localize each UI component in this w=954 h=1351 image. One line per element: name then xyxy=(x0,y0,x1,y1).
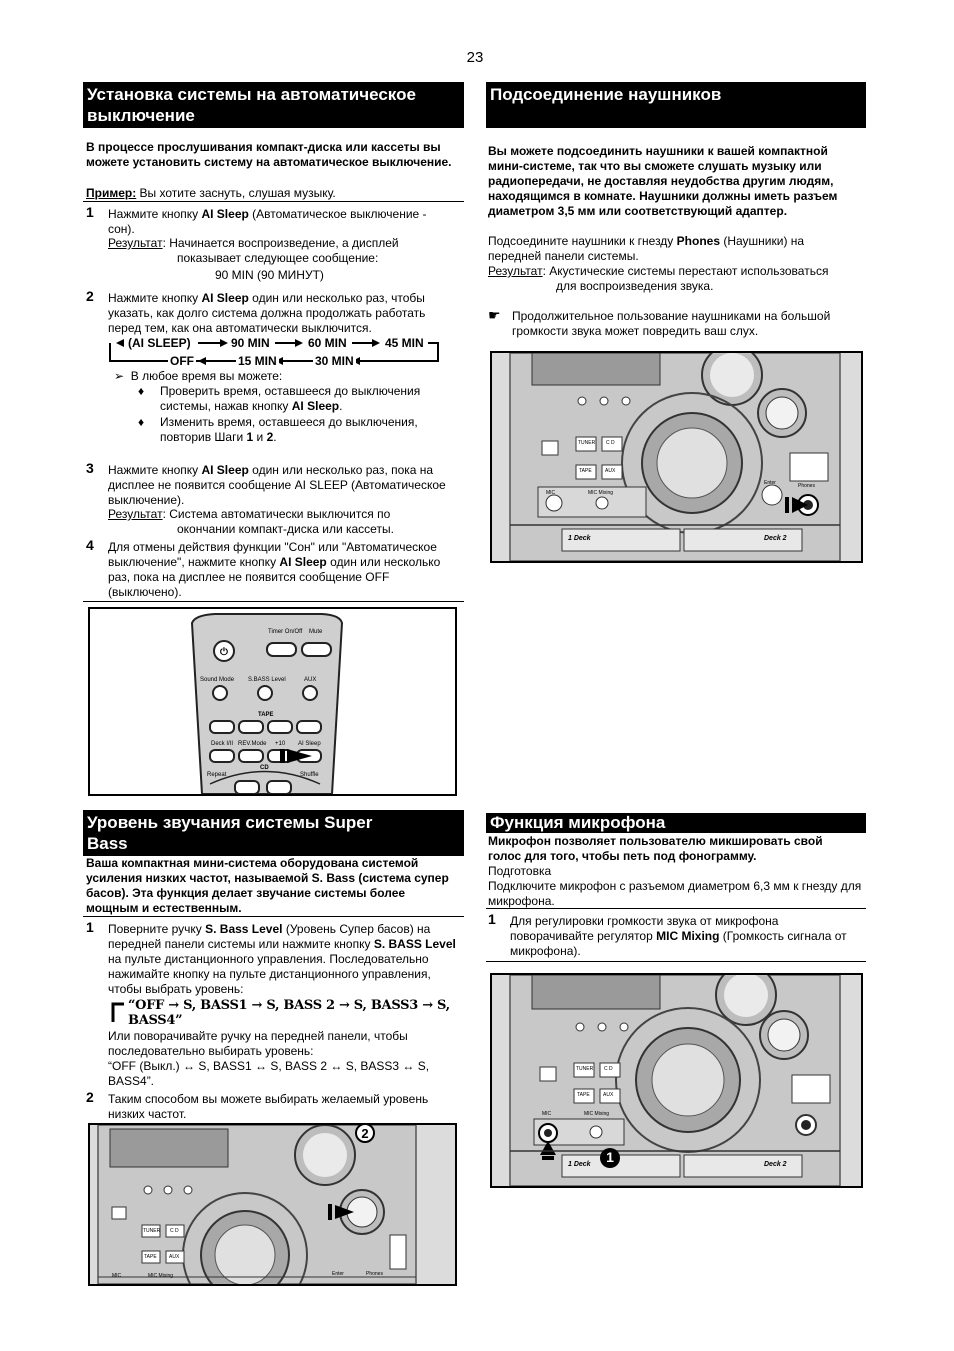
step-number: 2 xyxy=(86,288,94,304)
panel-label-deck2: Deck 2 xyxy=(764,535,787,542)
arrowhead-icon: ➢ xyxy=(114,369,125,383)
note-intro: ➢ В любое время вы можете: xyxy=(114,369,283,383)
section-heading-sbass: Уровень звучания системы Super Bass xyxy=(83,810,464,856)
panel-label-tape: TAPE xyxy=(577,1092,590,1098)
panel-label-deck2: Deck 2 xyxy=(764,1161,787,1168)
front-panel-photo-sbass xyxy=(88,1123,457,1286)
seq-30-min: 30 MIN xyxy=(315,354,354,368)
step3-text: Нажмите кнопку AI Sleep один или несколько раз, пока на дисплее не появится сообщение AI SLEEP (Автоматическое выключение). xyxy=(108,463,446,507)
mic-prep-label: Подготовка xyxy=(488,864,552,878)
panel-drawing xyxy=(90,1125,455,1284)
divider xyxy=(83,201,464,202)
panel-label-mic-mixing: MIC Mixing xyxy=(148,1273,174,1279)
remote-label-cd: CD xyxy=(260,765,269,771)
svg-text:⏻: ⏻ xyxy=(220,647,228,658)
remote-label-timer: Timer On/Off xyxy=(268,629,303,635)
panel-label-aux: AUX xyxy=(169,1254,180,1260)
front-panel-photo-mic xyxy=(490,973,863,1188)
sbass-step1-levels: “OFF (Выкл.) ↔ S, BASS1 ↔ S, BASS 2 ↔ S, BASS3 ↔ S, BASS4”. xyxy=(108,1059,430,1088)
phones-intro: Вы можете подсоединить наушники к вашей компактной мини-системе, так что вы сможете слушать музыку или радиопередачи, не доставляя неудобства другим людям, находящимся в комнате. Наушники должны иметь разъем диаметром 3,5 мм или соответствующий адаптер. xyxy=(488,144,838,218)
seq-60-min: 60 MIN xyxy=(308,336,347,350)
sbass-sequence-bracket xyxy=(110,1002,126,1024)
panel-drawing xyxy=(492,353,861,561)
panel-label-mic: MIC xyxy=(112,1273,122,1279)
step2-text: Нажмите кнопку AI Sleep один или несколько раз, чтобы указать, как долго система должна продолжать работать перед тем, как она автоматически выключится. xyxy=(108,291,426,335)
panel-label-enter: Enter xyxy=(764,480,776,486)
phones-result-cont: для воспроизведения звука. xyxy=(556,279,714,293)
panel-label-tuner: TUNER xyxy=(578,440,596,446)
panel-label-cd: C D xyxy=(604,1066,613,1072)
mic-step1-text: Для регулировки громкости звука от микрофона поворачивайте регулятор MIC Mixing (Громкость сигнала от микрофона). xyxy=(510,914,847,958)
remote-label-deck: Deck I/II xyxy=(211,741,234,747)
bullet-change: ♦ Изменить время, оставшееся до выключения, повторив Шаги 1 и 2. xyxy=(138,415,418,444)
step-number: 2 xyxy=(86,1089,94,1105)
panel-label-tuner: TUNER xyxy=(143,1228,161,1234)
phones-connect: Подсоедините наушники к гнезду Phones (Наушники) на передней панели системы. xyxy=(488,234,805,263)
step1-result-cont: показывает следующее сообщение: xyxy=(177,251,379,265)
callout-number: 1 xyxy=(606,1149,614,1165)
front-panel-photo-phones xyxy=(490,351,863,563)
seq-ai-sleep: (AI SLEEP) xyxy=(128,336,191,350)
mic-prep-text: Подключите микрофон с разъемом диаметром 6,3 мм к гнезду для микрофона. xyxy=(488,879,862,908)
remote-control-illustration xyxy=(88,607,457,796)
step-number: 1 xyxy=(488,911,496,927)
panel-label-tuner: TUNER xyxy=(576,1066,594,1072)
sbass-step1-alt: Или поворачивайте ручку на передней панели, чтобы последовательно выбирать уровень: xyxy=(108,1029,408,1058)
sbass-step1-text: Поверните ручку S. Bass Level (Уровень Супер басов) на передней панели системы или нажмите кнопку S. BASS Level на пульте дистанционного управления. Последовательно нажимайте кнопку на пульте дистанционного управления, чтобы выбрать уровень: xyxy=(108,922,456,996)
bullet-check: ♦ Проверить время, оставшееся до выключения системы, нажав кнопку AI Sleep. xyxy=(138,384,421,413)
remote-label-aux: AUX xyxy=(304,677,317,683)
seq-45-min: 45 MIN xyxy=(385,336,424,350)
display-message: 90 MIN (90 МИНУТ) xyxy=(215,268,324,282)
panel-label-cd: C D xyxy=(170,1228,179,1234)
panel-label-mic: MIC xyxy=(542,1111,552,1117)
phones-warning: Продолжительное пользование наушниками на большой громкости звука может повредить ваш слух. xyxy=(512,309,831,338)
panel-label-mic-mixing: MIC Mixing xyxy=(584,1111,610,1117)
section-heading-phones: Подсоединение наушников xyxy=(486,82,866,128)
panel-label-cd: C D xyxy=(606,440,615,446)
autooff-intro: В процессе прослушивания компакт-диска или кассеты вы можете установить систему на автоматическое выключение. xyxy=(86,140,452,169)
sbass-step2-text: Таким способом вы можете выбирать желаемый уровень низких частот. xyxy=(108,1092,429,1121)
step-number: 3 xyxy=(86,460,94,476)
remote-label-tape: TAPE xyxy=(258,712,274,718)
remote-label-plus10: +10 xyxy=(275,741,286,747)
step4-text: Для отмены действия функции "Сон" или "Автоматическое выключение", нажмите кнопку AI Sleep один или несколько раз, пока на дисплее не появится сообщение OFF (выключено). xyxy=(108,540,441,599)
step3-result: Результат: Система автоматически выключится по xyxy=(108,507,391,521)
panel-label-deck1: 1 Deck xyxy=(568,1161,591,1168)
seq-off: OFF xyxy=(170,354,194,368)
panel-label-enter: Enter xyxy=(332,1271,344,1277)
panel-label-phones: Phones xyxy=(798,483,815,489)
remote-label-sbass: S.BASS Level xyxy=(248,677,286,683)
svg-text:2: 2 xyxy=(361,1126,369,1141)
panel-label-tape: TAPE xyxy=(579,468,592,474)
divider xyxy=(486,908,866,909)
divider xyxy=(83,601,464,602)
autooff-example: Пример: Вы хотите заснуть, слушая музыку. xyxy=(86,186,336,200)
diamond-bullet-icon: ♦ xyxy=(138,384,145,398)
remote-label-shuffle: Shuffle xyxy=(300,772,319,778)
phones-result: Результат: Акустические системы перестают использоваться xyxy=(488,264,829,278)
seq-15-min: 15 MIN xyxy=(238,354,277,368)
remote-label-aisleep: AI Sleep xyxy=(298,741,321,747)
panel-drawing xyxy=(492,975,861,1186)
panel-label-mic: MIC xyxy=(546,490,556,496)
step1-result: Результат: Начинается воспроизведение, а дисплей xyxy=(108,236,399,250)
remote-label-sound: Sound Mode xyxy=(200,677,235,683)
seq-90-min: 90 MIN xyxy=(231,336,270,350)
step-number: 4 xyxy=(86,537,94,553)
step-number: 1 xyxy=(86,204,94,220)
step1-text: Нажмите кнопку AI Sleep (Автоматическое выключение - сон). xyxy=(108,207,427,236)
step3-result-cont: окончании компакт-диска или кассеты. xyxy=(177,522,394,536)
panel-label-phones: Phones xyxy=(366,1271,383,1277)
section-heading-mic: Функция микрофона xyxy=(486,813,866,833)
step-number: 1 xyxy=(86,919,94,935)
panel-label-mic-mixing: MIC Mixing xyxy=(588,490,614,496)
panel-label-aux: AUX xyxy=(603,1092,614,1098)
panel-label-aux: AUX xyxy=(605,468,616,474)
remote-label-repeat: Repeat xyxy=(207,772,227,778)
diamond-bullet-icon: ♦ xyxy=(138,415,145,429)
panel-label-deck1: 1 Deck xyxy=(568,535,591,542)
pointing-hand-icon: ☛ xyxy=(488,307,501,323)
remote-label-mute: Mute xyxy=(309,629,323,635)
divider xyxy=(83,916,464,917)
section-heading-autooff: Установка системы на автоматическое выключение xyxy=(83,82,464,128)
sbass-intro: Ваша компактная мини-система оборудована системой усиления низких частот, называемой S. Bass (система супер басов). Эта функция делает звучание системы более мощным и естественным. xyxy=(86,856,449,915)
divider xyxy=(486,961,866,962)
remote-label-rev: REV.Mode xyxy=(238,741,267,747)
remote-drawing xyxy=(90,609,455,794)
sbass-sequence: “OFF → S, BASS1 → S, BASS 2 → S, BASS3 → S, BASS4” xyxy=(128,998,450,1028)
page-number: 23 xyxy=(466,49,484,66)
mic-intro: Микрофон позволяет пользователю микшировать свой голос для того, чтобы петь под фонограмму. xyxy=(488,834,823,863)
panel-label-tape: TAPE xyxy=(144,1254,157,1260)
